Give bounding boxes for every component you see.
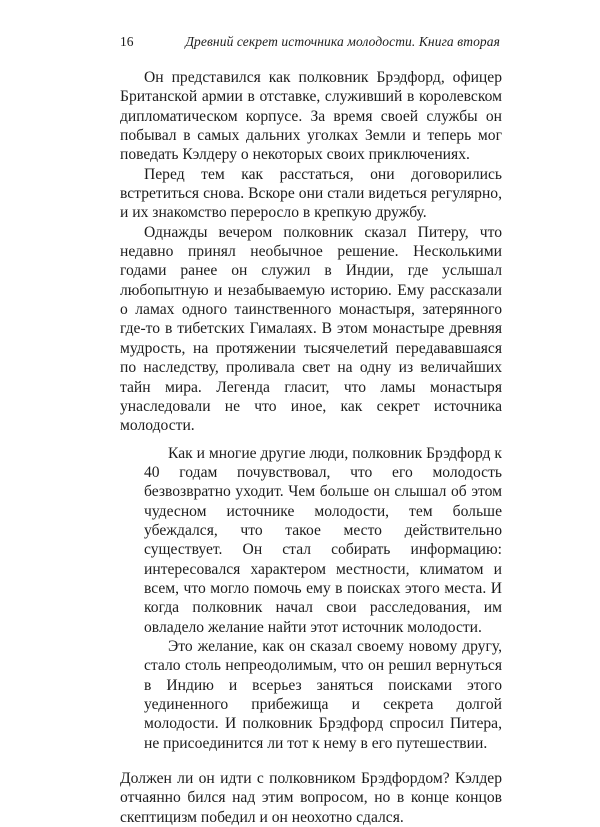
quote-paragraph: Это желание, как он сказал своему новому другу, стало столь непреодолимым, что он решил вернуться в Индию и всерьез заняться поисками этого уединенного прибежища и секрета долгой молодости. И полковник Брэдфорд спросил Питера, не присоединится ли тот к нему в его путешествии. [144,637,502,752]
page-number: 16 [120,34,134,49]
quote-paragraph: Как и многие другие люди, полковник Брэдфорд к 40 годам почувствовал, что его молодость безвозвратно уходит. Чем больше он слышал об этом чудесном источнике молодости, тем больше убеждался, что такое место действительно существует. Он стал собирать информацию: интересовался характером местности, климатом и всем, что могло помочь ему в поисках этого места. И когда полковник начал свои расследования, им овладело желание найти этот источник молодости. [144,444,502,636]
body-text [120,68,502,827]
indented-block [120,444,502,754]
paragraph: Он представился как полковник Брэдфорд, офицер Британской армии в отставке, служивший в королевском дипломатическом корпусе. За время своей службы он побывал в самых дальних уголках Земли и теперь мог поведать Кэлдеру о некоторых своих приключениях. [120,69,502,164]
paragraph: Перед тем как расстаться, они договорились встретиться снова. Вскоре они стали видеться регулярно, и их знакомство переросло в крепкую дружбу. [120,165,502,222]
page-header [120,34,500,54]
closing-paragraph: Должен ли он идти с полковником Брэдфордом? Кэлдер отчаянно бился над этим вопросом, но в конце концов скептицизм победил и он неохотно сдался. [120,770,502,826]
paragraph: Однажды вечером полковник сказал Питеру, что недавно принял необычное решение. Несколькими годами ранее он служил в Индии, где услышал любопытную и незабываемую историю. Ему рассказали о ламах одного таинственного монастыря, затерянного где-то в тибетских Гималаях. В этом монастыре древняя мудрость, на протяжении тысячелетий передававшаяся по наследству, проливала свет на одну из величайших тайн мира. Легенда гласит, что ламы монастыря унаследовали не что иное, как секрет источника молодости. [120,223,502,435]
running-title: Древний секрет источника молодости. Книга вторая [185,34,500,49]
